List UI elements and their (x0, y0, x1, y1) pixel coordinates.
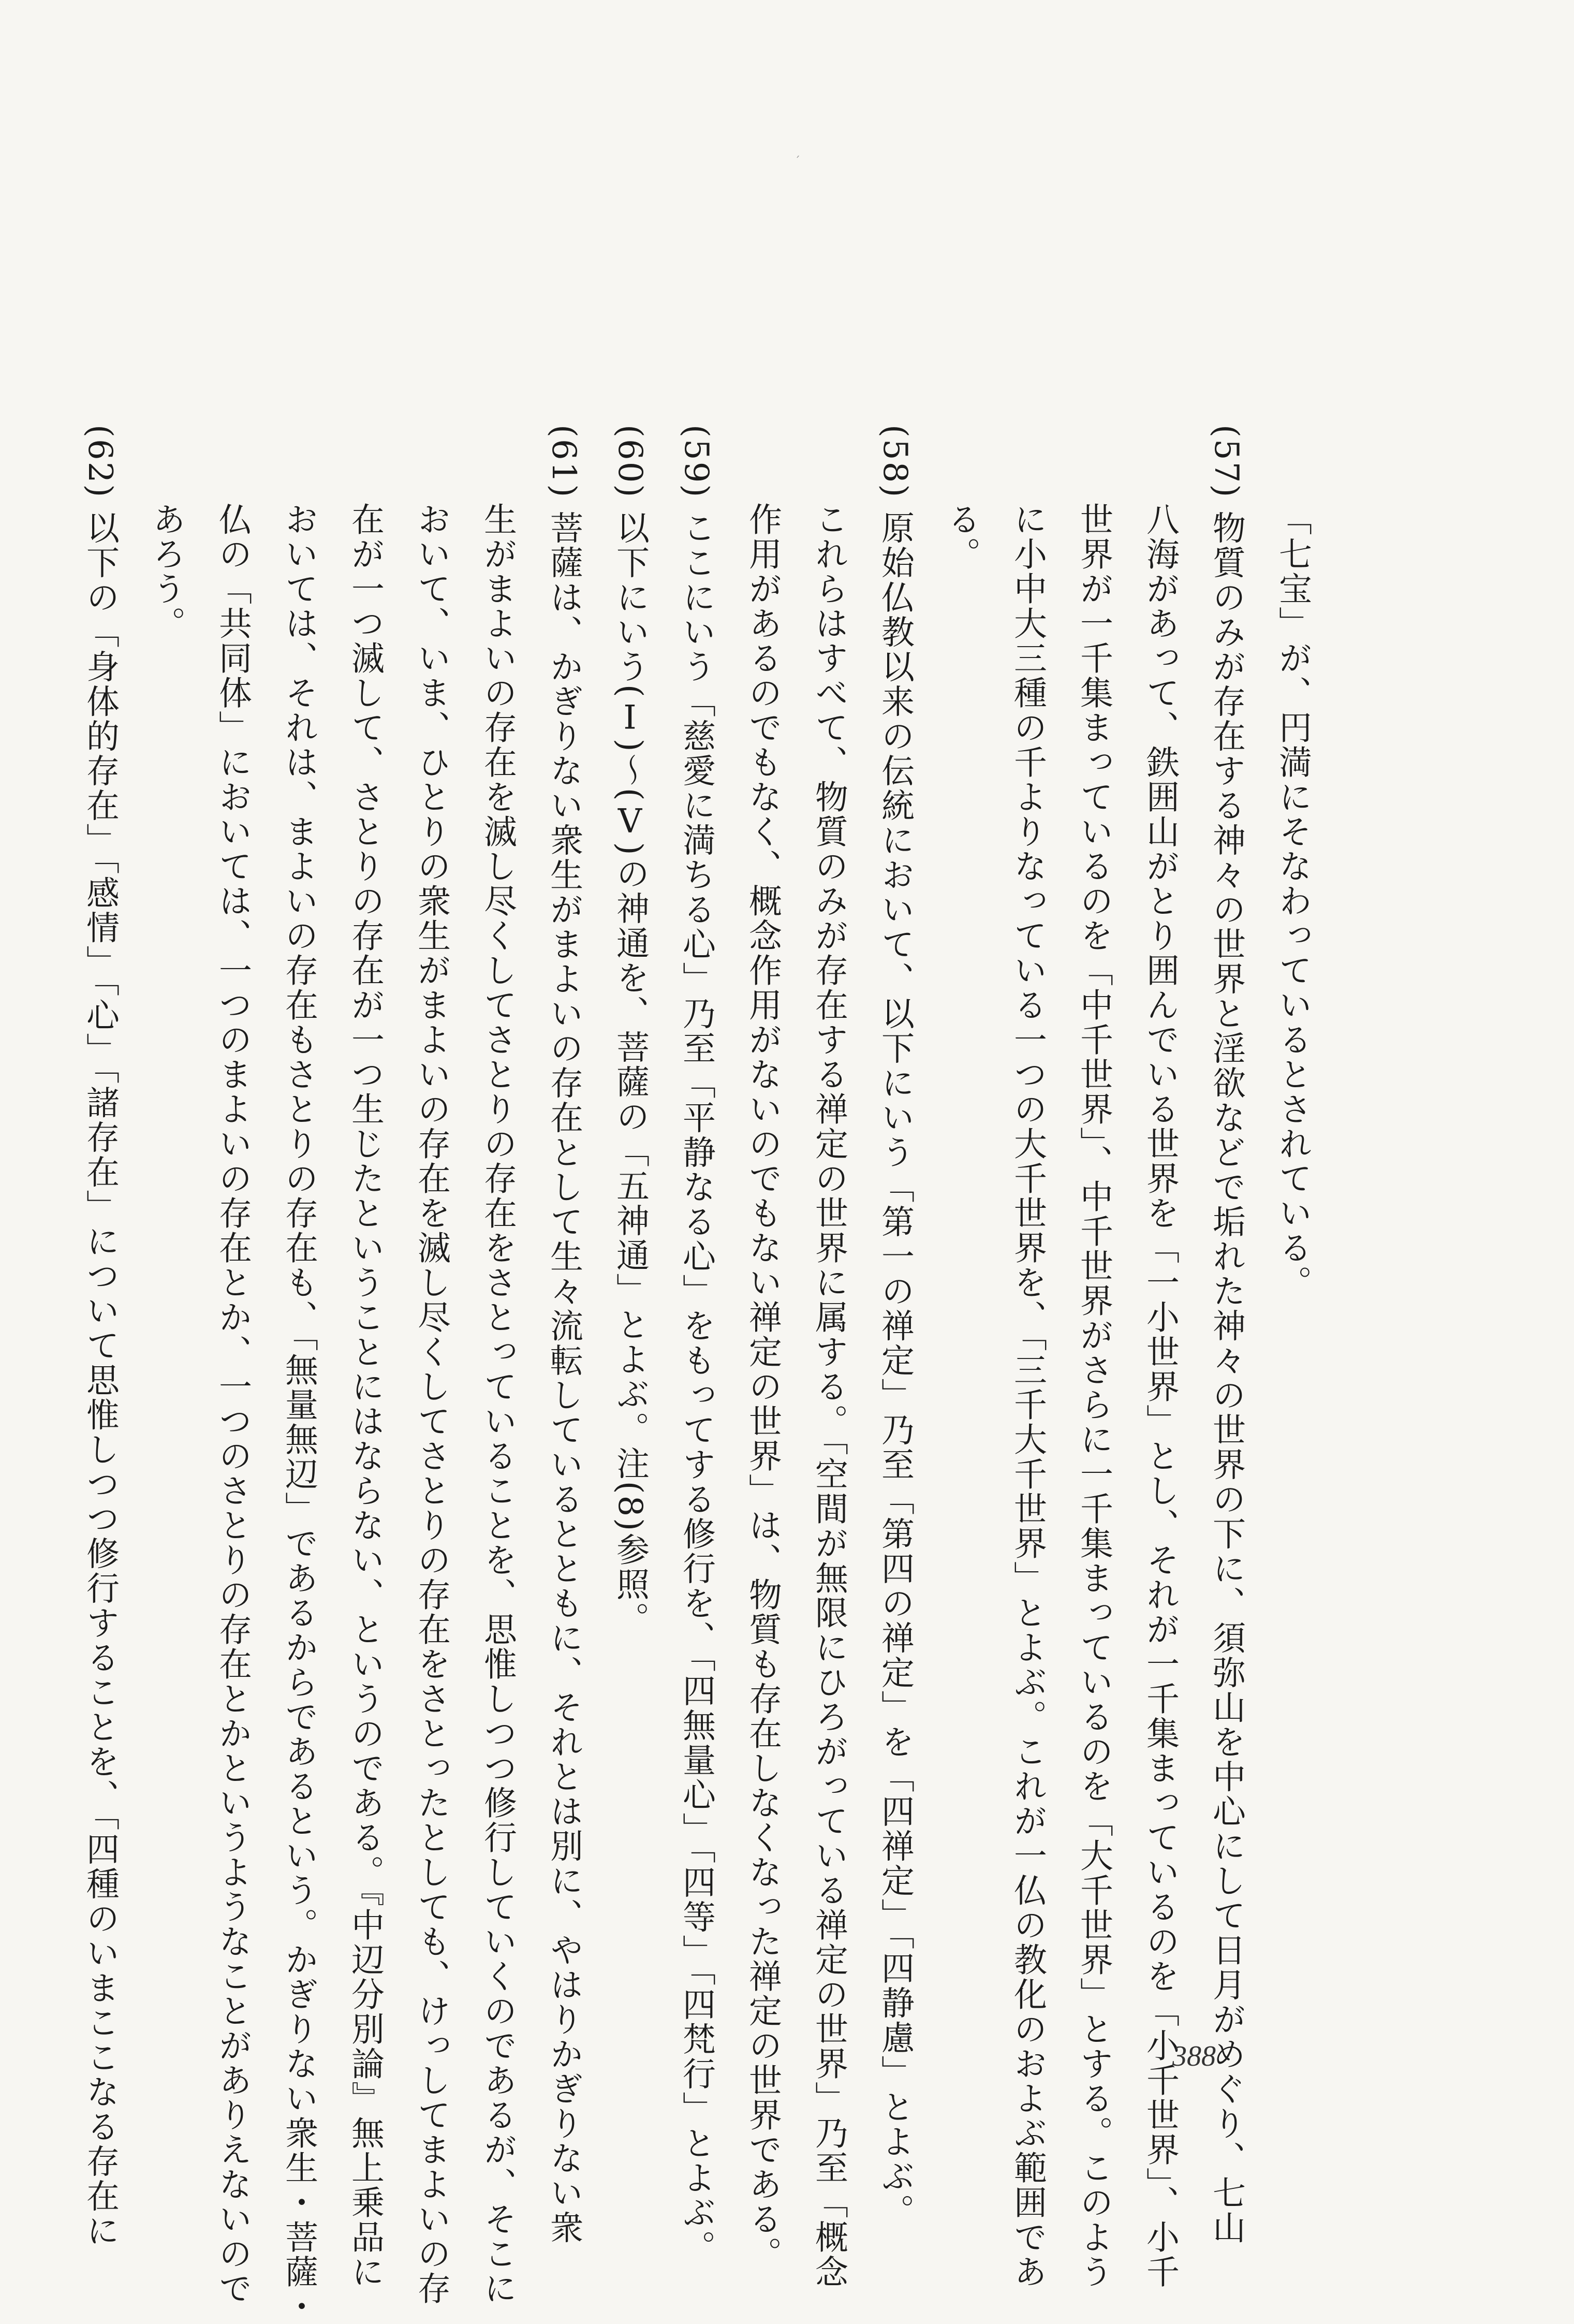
note-line: 世界が一千集まっているのを「中千世界」、中千世界がさらに一千集まっているのを「大千世界」とする。このよう (1075, 502, 1113, 2289)
note-line: これらはすべて、物質のみが存在する禅定の世界に属する。「空間が無限にひろがっている禅定の世界」乃至「概念 (810, 502, 848, 2289)
note-line: おいて、いま、ひとりの衆生がまよいの存在を滅し尽くしてさとりの存在をさとったとしても、けっしてまよいの存 (412, 502, 450, 2306)
note-line: (58) 原始仏教以来の伝統において、以下にいう「第一の禅定」乃至「第四の禅定」を「四禅定」「四静慮」とよぶ。 (876, 425, 914, 2229)
note-line: (62) 以下の「身体的存在」「感情」「心」「諸存在」について思惟しつつ修行することを、「四種のいまここなる存在に (81, 425, 119, 2248)
note-line: 生がまよいの存在を滅し尽くしてさとりの存在をさとっていることを、思惟しつつ修行していくのであるが、そこに (478, 502, 517, 2306)
note-line: 在が一つ滅して、さとりの存在が一つ生じたということにはならない、というのである。『中辺分別論』無上乗品に (346, 502, 384, 2289)
note-line: あろう。 (147, 502, 185, 641)
note-line: (57) 物質のみが存在する神々の世界と淫欲などで垢れた神々の世界の下に、須弥山を中心にして日月がめぐり、七山 (1207, 425, 1245, 2245)
note-line: に小中大三種の千よりなっている一つの大千世界を、「三千大千世界」とよぶ。これが一仏の教化のおよぶ範囲であ (1008, 502, 1047, 2289)
scan-mark: ˊ (795, 155, 800, 168)
note-line: 作用があるのでもなく、概念作用がないのでもない禅定の世界」は、物質も存在しなくなった禅定の世界である。 (743, 502, 782, 2271)
note-line: 八海があって、鉄囲山がとり囲んでいる世界を「一小世界」とし、それが一千集まっているのを「小千世界」、小千 (1141, 502, 1179, 2289)
note-line: 仏の「共同体」においては、一つのまよいの存在とか、一つのさとりの存在とかというようなことがありえないので (213, 502, 252, 2306)
note-line: (59) ここにいう「慈愛に満ちる心」乃至「平静なる心」をもってする修行を、「四無量心」「四等」「四梵行」とよぶ。 (677, 425, 715, 2265)
note-line: (60) 以下にいう(Ⅰ)〜(Ⅴ)の神通を、菩薩の「五神通」とよぶ。注(8)参照。 (611, 425, 649, 1637)
page-number: 388 (1172, 2040, 1216, 2072)
note-line: おいては、それは、まよいの存在もさとりの存在も、「無量無辺」であるからであるという。かぎりない衆生・菩薩・ (280, 502, 318, 2324)
note-line: 「七宝」が、円満にそなわっているとされている。 (1273, 502, 1312, 1300)
note-line: (61) 菩薩は、かぎりない衆生がまよいの存在として生々流転しているとともに、それとは別に、やはりかぎりない衆 (545, 425, 583, 2245)
note-line: る。 (942, 502, 980, 572)
